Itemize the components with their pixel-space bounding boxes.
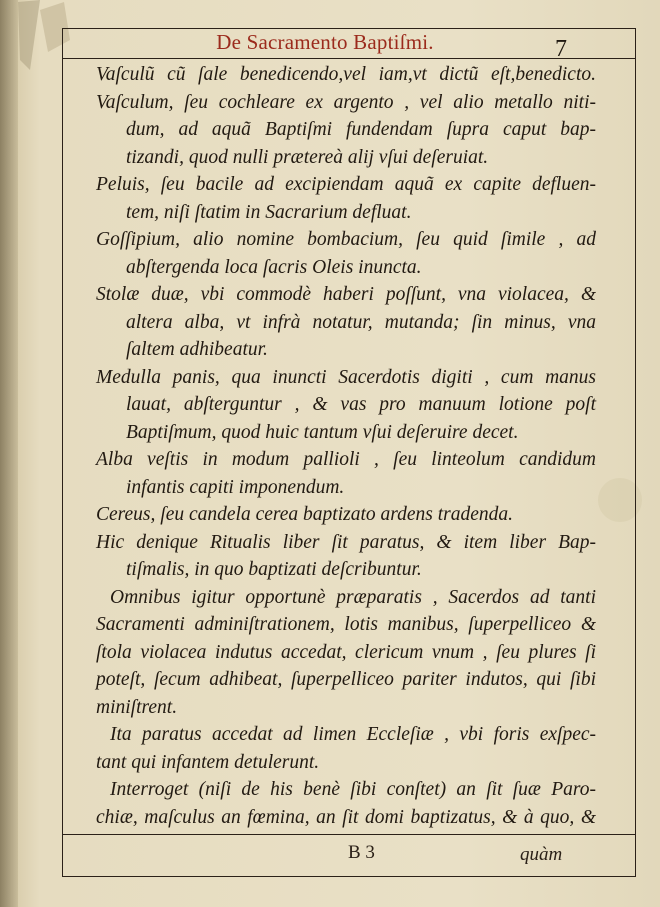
text-line: abſtergenda loca ſacris Oleis inuncta. [126,256,422,278]
header-rule [62,58,636,59]
page-number: 7 [555,36,567,62]
running-title: De Sacramento Baptiſmi. [216,30,434,54]
text-line: Ita paratus accedat ad limen Eccleſiæ , vbi foris exſpec- [110,724,596,745]
text-line: infantis capiti imponendum. [126,476,345,498]
text-line: Hic denique Ritualis liber ſit paratus, & item liber Bap- [96,531,596,553]
signature-mark: B 3 [348,842,375,863]
text-line: lauat, abſterguntur , & vas pro manuum lotione poſt [126,394,596,415]
text-line: Medulla panis, qua inuncti Sacerdotis digiti , cum manus [96,366,596,388]
text-line: Goſſipium, alio nomine bombacium, ſeu quid ſimile , ad [96,229,596,250]
book-gutter [0,0,18,907]
text-line: Peluis, ſeu bacile ad excipiendam aquã ex capite defluen- [96,174,596,195]
text-line: Sacramenti adminiſtrationem, lotis manibus, ſuperpelliceo & [96,614,596,635]
text-line: Vaſculũ cũ ſale benedicendo,vel iam,vt dictũ eſt,benedicto. [96,64,596,85]
text-line: Interroget (niſi de his benè ſibi conſtet) an ſit ſuæ Paro- [110,779,596,800]
text-line: Baptiſmum, quod huic tantum vſui deſeruire decet. [126,421,519,443]
text-line: ſaltem adhibeatur. [126,339,268,360]
text-line: ſtola violacea indutus accedat, clericum vnum , ſeu plures ſi [96,641,596,663]
text-line: tizandi, quod nulli prætereà alij vſui deſeruiat. [126,146,489,168]
text-line: Stolæ duæ, vbi commodè haberi poſſunt, vna violacea, & [96,284,596,305]
text-line: Cereus, ſeu candela cerea baptizato ardens tradenda. [96,504,514,525]
text-line: miniſtrent. [96,696,178,718]
text-line: tant qui infantem detulerunt. [96,751,320,773]
text-line: poteſt, ſecum adhibeat, ſuperpelliceo pariter indutos, qui ſibi [96,669,596,690]
text-line: Omnibus igitur opportunè præparatis , Sacerdos ad tanti [110,586,596,608]
text-line: chiæ, maſculus an fœmina, an ſit domi baptizatus, & à quo, & [96,806,596,828]
catchword: quàm [520,844,563,865]
text-line: Vaſculum, ſeu cochleare ex argento , vel alio metallo niti- [96,91,596,113]
body-text [96,61,596,831]
text-line: altera alba, vt infrà notatur, mutanda; ſin minus, vna [126,311,596,333]
text-line: Alba veſtis in modum pallioli , ſeu linteolum candidum [96,449,596,470]
text-line: tiſmalis, in quo baptizati deſcribuntur. [126,559,422,580]
text-line: dum, ad aquã Baptiſmi fundendam ſupra caput bap- [126,119,596,140]
footer-rule [62,834,636,835]
text-line: tem, niſi ſtatim in Sacrarium defluat. [126,201,412,223]
